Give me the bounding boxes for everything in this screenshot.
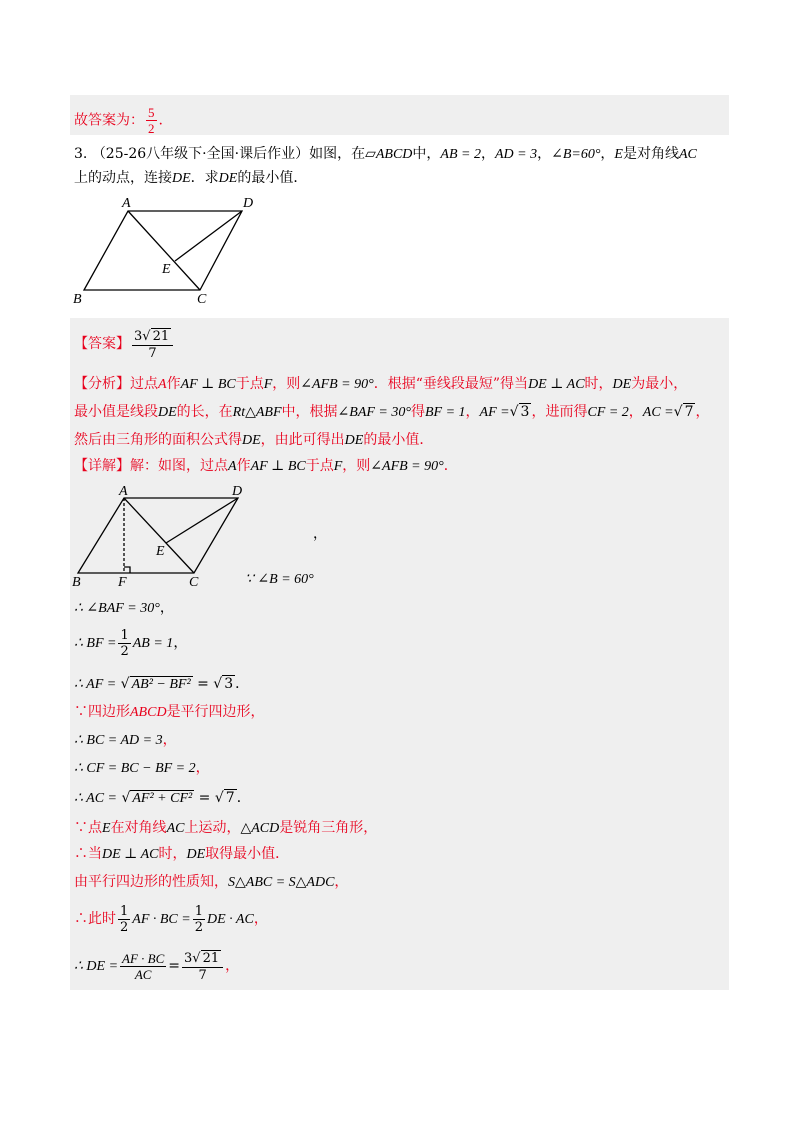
label-a-2: A [119,484,128,499]
step-8: ∵点E在对角线AC上运动，△ACD是锐角三角形， [74,820,378,836]
problem-line-1: 3. （25-26八年级下·全国·课后作业）如图，在▱ABCD中，AB = 2，AD = 3，∠B=60°，E是对角线AC [74,146,697,162]
analysis-line-1: 【分析】过点A作AF ⊥ BC于点F，则∠AFB = 90°．根据“垂线段最短”得当DE ⊥ AC时，DE为最小， [74,376,688,392]
previous-answer-fraction: $\frac{5}{2}$ [148,105,155,136]
step-11: ∴此时 $\frac{1}{2}$ AF · BC = $\frac{1}{2}$ DE · AC， [74,903,268,935]
label-c: C [197,292,207,307]
step-7: ∴ AC = √ AF² + CF² = √ 7 ． [74,790,251,806]
analysis-line-2: 最小值是线段DE的长，在Rt△ABF中，根据∠BAF = 30°得BF = 1，AF =√ 3 ，进而得CF = 2，AC =√ 7 ， [74,404,710,420]
step-1: ∴ ∠BAF = 30°， [74,600,174,616]
answer-line: 【答案】 $\frac{3√ 21}{7}$ [74,324,175,364]
previous-answer-block [70,95,729,135]
problem-statement [70,140,729,190]
label-c-2: C [189,575,199,590]
parallelogram-abcd-2 [78,498,238,573]
parallelogram-abcd [84,211,242,290]
step-4: ∵四边形ABCD是平行四边形， [74,704,265,720]
label-f-2: F [118,575,127,590]
right-angle-mark [124,567,130,573]
solution-block [70,318,729,990]
previous-answer-line: 故答案为： $\frac{5}{2}$ . [74,105,163,136]
segment-de [175,211,242,261]
answer-fraction: $\frac{3√ 21}{7}$ [132,328,173,361]
step-6: ∴ CF = BC − BF = 2， [74,760,210,776]
step-2: ∴ BF = $\frac{1}{2}$ AB = 1， [74,627,188,659]
label-d: D [243,196,254,211]
stray-comma: ， [313,527,327,542]
label-d-2: D [232,484,243,499]
step-3: ∴ AF = √ AB² − BF² = √ 3 ． [74,676,250,692]
step-12: ∴ DE = $\frac{AF \cdot BC}{AC}$ = $\frac{3√ 21}{7}$ ， [74,950,240,983]
step-9: ∴当DE ⊥ AC时，DE取得最小值． [74,846,290,862]
analysis-line-3: 然后由三角形的面积公式得DE，由此可得出DE的最小值． [74,432,434,448]
label-b-2: B [72,575,81,590]
label-e: E [162,262,171,277]
step-5: ∴ BC = AD = 3， [74,732,177,748]
label-b: B [73,292,82,307]
because-angle-b: ∵ ∠B = 60° [245,572,314,587]
parallelogram-figure-1 [70,195,270,310]
segment-de-2 [166,498,238,543]
detail-line: 【详解】解：如图，过点A作AF ⊥ BC于点F，则∠AFB = 90°． [74,458,458,474]
problem-line-2: 上的动点，连接DE．求DE的最小值． [74,170,308,186]
label-e-2: E [156,544,165,559]
label-a: A [122,196,131,211]
diagonal-ac-2 [124,498,194,573]
step-10: 由平行四边形的性质知，S△ABC = S△ADC， [74,874,349,890]
